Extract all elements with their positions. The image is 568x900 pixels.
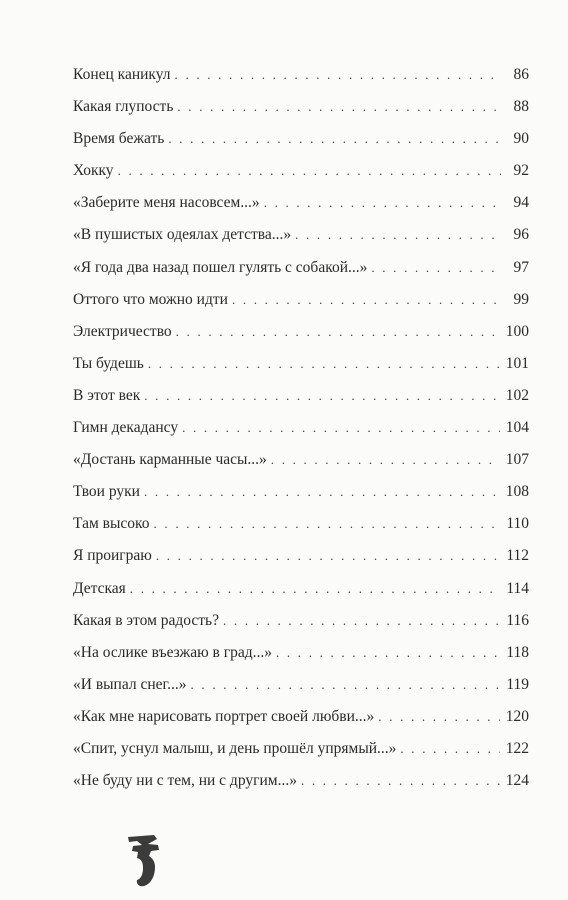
dot-leader: [175, 59, 501, 91]
dot-leader: [378, 701, 499, 733]
toc-entry-page: 114: [506, 579, 529, 597]
toc-entry-page: 110: [506, 515, 529, 533]
dot-leader: [276, 637, 500, 669]
toc-entry-title: «На ослике въезжаю в град...»: [73, 637, 276, 669]
toc-entry[interactable]: [73, 219, 529, 251]
dot-leader: [191, 669, 501, 701]
toc-entry-title: «И выпал снег...»: [73, 669, 191, 701]
dot-leader: [154, 508, 501, 540]
toc-entry-title: Конец каникул: [73, 59, 175, 91]
toc-entry-title: «Я года два назад пошел гулять с собакой...»: [73, 252, 371, 284]
toc-entry-page: 112: [506, 547, 529, 565]
toc-entry-title: «В пушистых одеялах детства...»: [73, 219, 295, 251]
toc-entry-page: 97: [513, 258, 529, 276]
dot-leader: [223, 605, 500, 637]
toc-entry-page: 99: [513, 290, 529, 308]
toc-entry-title: Электричество: [73, 316, 176, 348]
table-of-contents: [73, 59, 529, 797]
toc-entry-page: 124: [505, 772, 529, 790]
toc-entry[interactable]: [73, 412, 529, 444]
toc-entry-page: 108: [505, 483, 529, 501]
toc-entry-page: 104: [505, 419, 529, 437]
dot-leader: [148, 348, 500, 380]
toc-entry-page: 100: [505, 322, 529, 340]
toc-entry[interactable]: [73, 123, 529, 155]
toc-entry-page: 122: [505, 739, 529, 757]
toc-entry[interactable]: [73, 476, 529, 508]
dot-leader: [144, 476, 500, 508]
toc-entry[interactable]: [73, 637, 529, 669]
toc-entry-page: 94: [513, 194, 529, 212]
toc-entry[interactable]: [73, 765, 529, 797]
toc-entry[interactable]: [73, 284, 529, 316]
toc-entry-page: 102: [505, 386, 529, 404]
toc-entry[interactable]: [73, 155, 529, 187]
dot-leader: [177, 91, 501, 123]
toc-entry-title: В этот век: [73, 380, 144, 412]
toc-entry[interactable]: [73, 444, 529, 476]
dot-leader: [295, 219, 501, 251]
toc-entry[interactable]: [73, 573, 529, 605]
toc-entry-title: «Спит, уснул малыш, и день прошёл упрямый...»: [73, 733, 400, 765]
toc-entry[interactable]: [73, 605, 529, 637]
toc-entry-title: «Не буду ни с тем, ни с другим...»: [73, 765, 301, 797]
toc-entry[interactable]: [73, 348, 529, 380]
toc-entry-page: 119: [506, 675, 529, 693]
toc-entry[interactable]: [73, 316, 529, 348]
toc-entry-page: 107: [505, 451, 529, 469]
toc-entry-title: Какая в этом радость?: [73, 605, 223, 637]
toc-entry-title: Детская: [73, 573, 130, 605]
dot-leader: [232, 284, 501, 316]
toc-entry-title: Там высоко: [73, 508, 154, 540]
toc-entry-page: 90: [513, 130, 529, 148]
toc-entry[interactable]: [73, 59, 529, 91]
toc-entry-title: Оттого что можно идти: [73, 284, 232, 316]
dot-leader: [182, 412, 500, 444]
toc-entry[interactable]: [73, 540, 529, 572]
toc-entry-title: Время бежать: [73, 123, 168, 155]
toc-entry-title: Какая глупость: [73, 91, 177, 123]
toc-entry[interactable]: [73, 380, 529, 412]
toc-entry-title: Ты будешь: [73, 348, 148, 380]
dot-leader: [130, 573, 501, 605]
dot-leader: [156, 540, 500, 572]
dot-leader: [118, 155, 501, 187]
publisher-logo-icon: [124, 832, 164, 888]
dot-leader: [168, 123, 501, 155]
toc-entry[interactable]: [73, 669, 529, 701]
toc-entry[interactable]: [73, 91, 529, 123]
toc-entry[interactable]: [73, 252, 529, 284]
toc-entry-title: Я проиграю: [73, 540, 156, 572]
dot-leader: [176, 316, 500, 348]
toc-entry-title: Твои руки: [73, 476, 144, 508]
dot-leader: [144, 380, 499, 412]
toc-entry-title: «Заберите меня насовсем...»: [73, 187, 264, 219]
dot-leader: [264, 187, 501, 219]
toc-entry-page: 96: [513, 226, 529, 244]
toc-entry-page: 116: [506, 611, 529, 629]
toc-entry-page: 86: [513, 66, 529, 83]
toc-entry[interactable]: [73, 701, 529, 733]
toc-entry[interactable]: [73, 508, 529, 540]
toc-entry-title: «Достань карманные часы...»: [73, 444, 271, 476]
dot-leader: [301, 765, 500, 797]
toc-entry[interactable]: [73, 733, 529, 765]
dot-leader: [371, 252, 501, 284]
toc-entry[interactable]: [73, 187, 529, 219]
toc-entry-page: 88: [513, 98, 529, 116]
toc-entry-title: «Как мне нарисовать портрет своей любви...»: [73, 701, 378, 733]
toc-entry-page: 92: [513, 162, 529, 180]
toc-entry-page: 101: [505, 354, 529, 372]
dot-leader: [271, 444, 500, 476]
toc-entry-title: Хокку: [73, 155, 118, 187]
toc-entry-page: 118: [506, 643, 529, 661]
toc-entry-title: Гимн декадансу: [73, 412, 182, 444]
dot-leader: [400, 733, 499, 765]
toc-entry-page: 120: [505, 707, 529, 725]
